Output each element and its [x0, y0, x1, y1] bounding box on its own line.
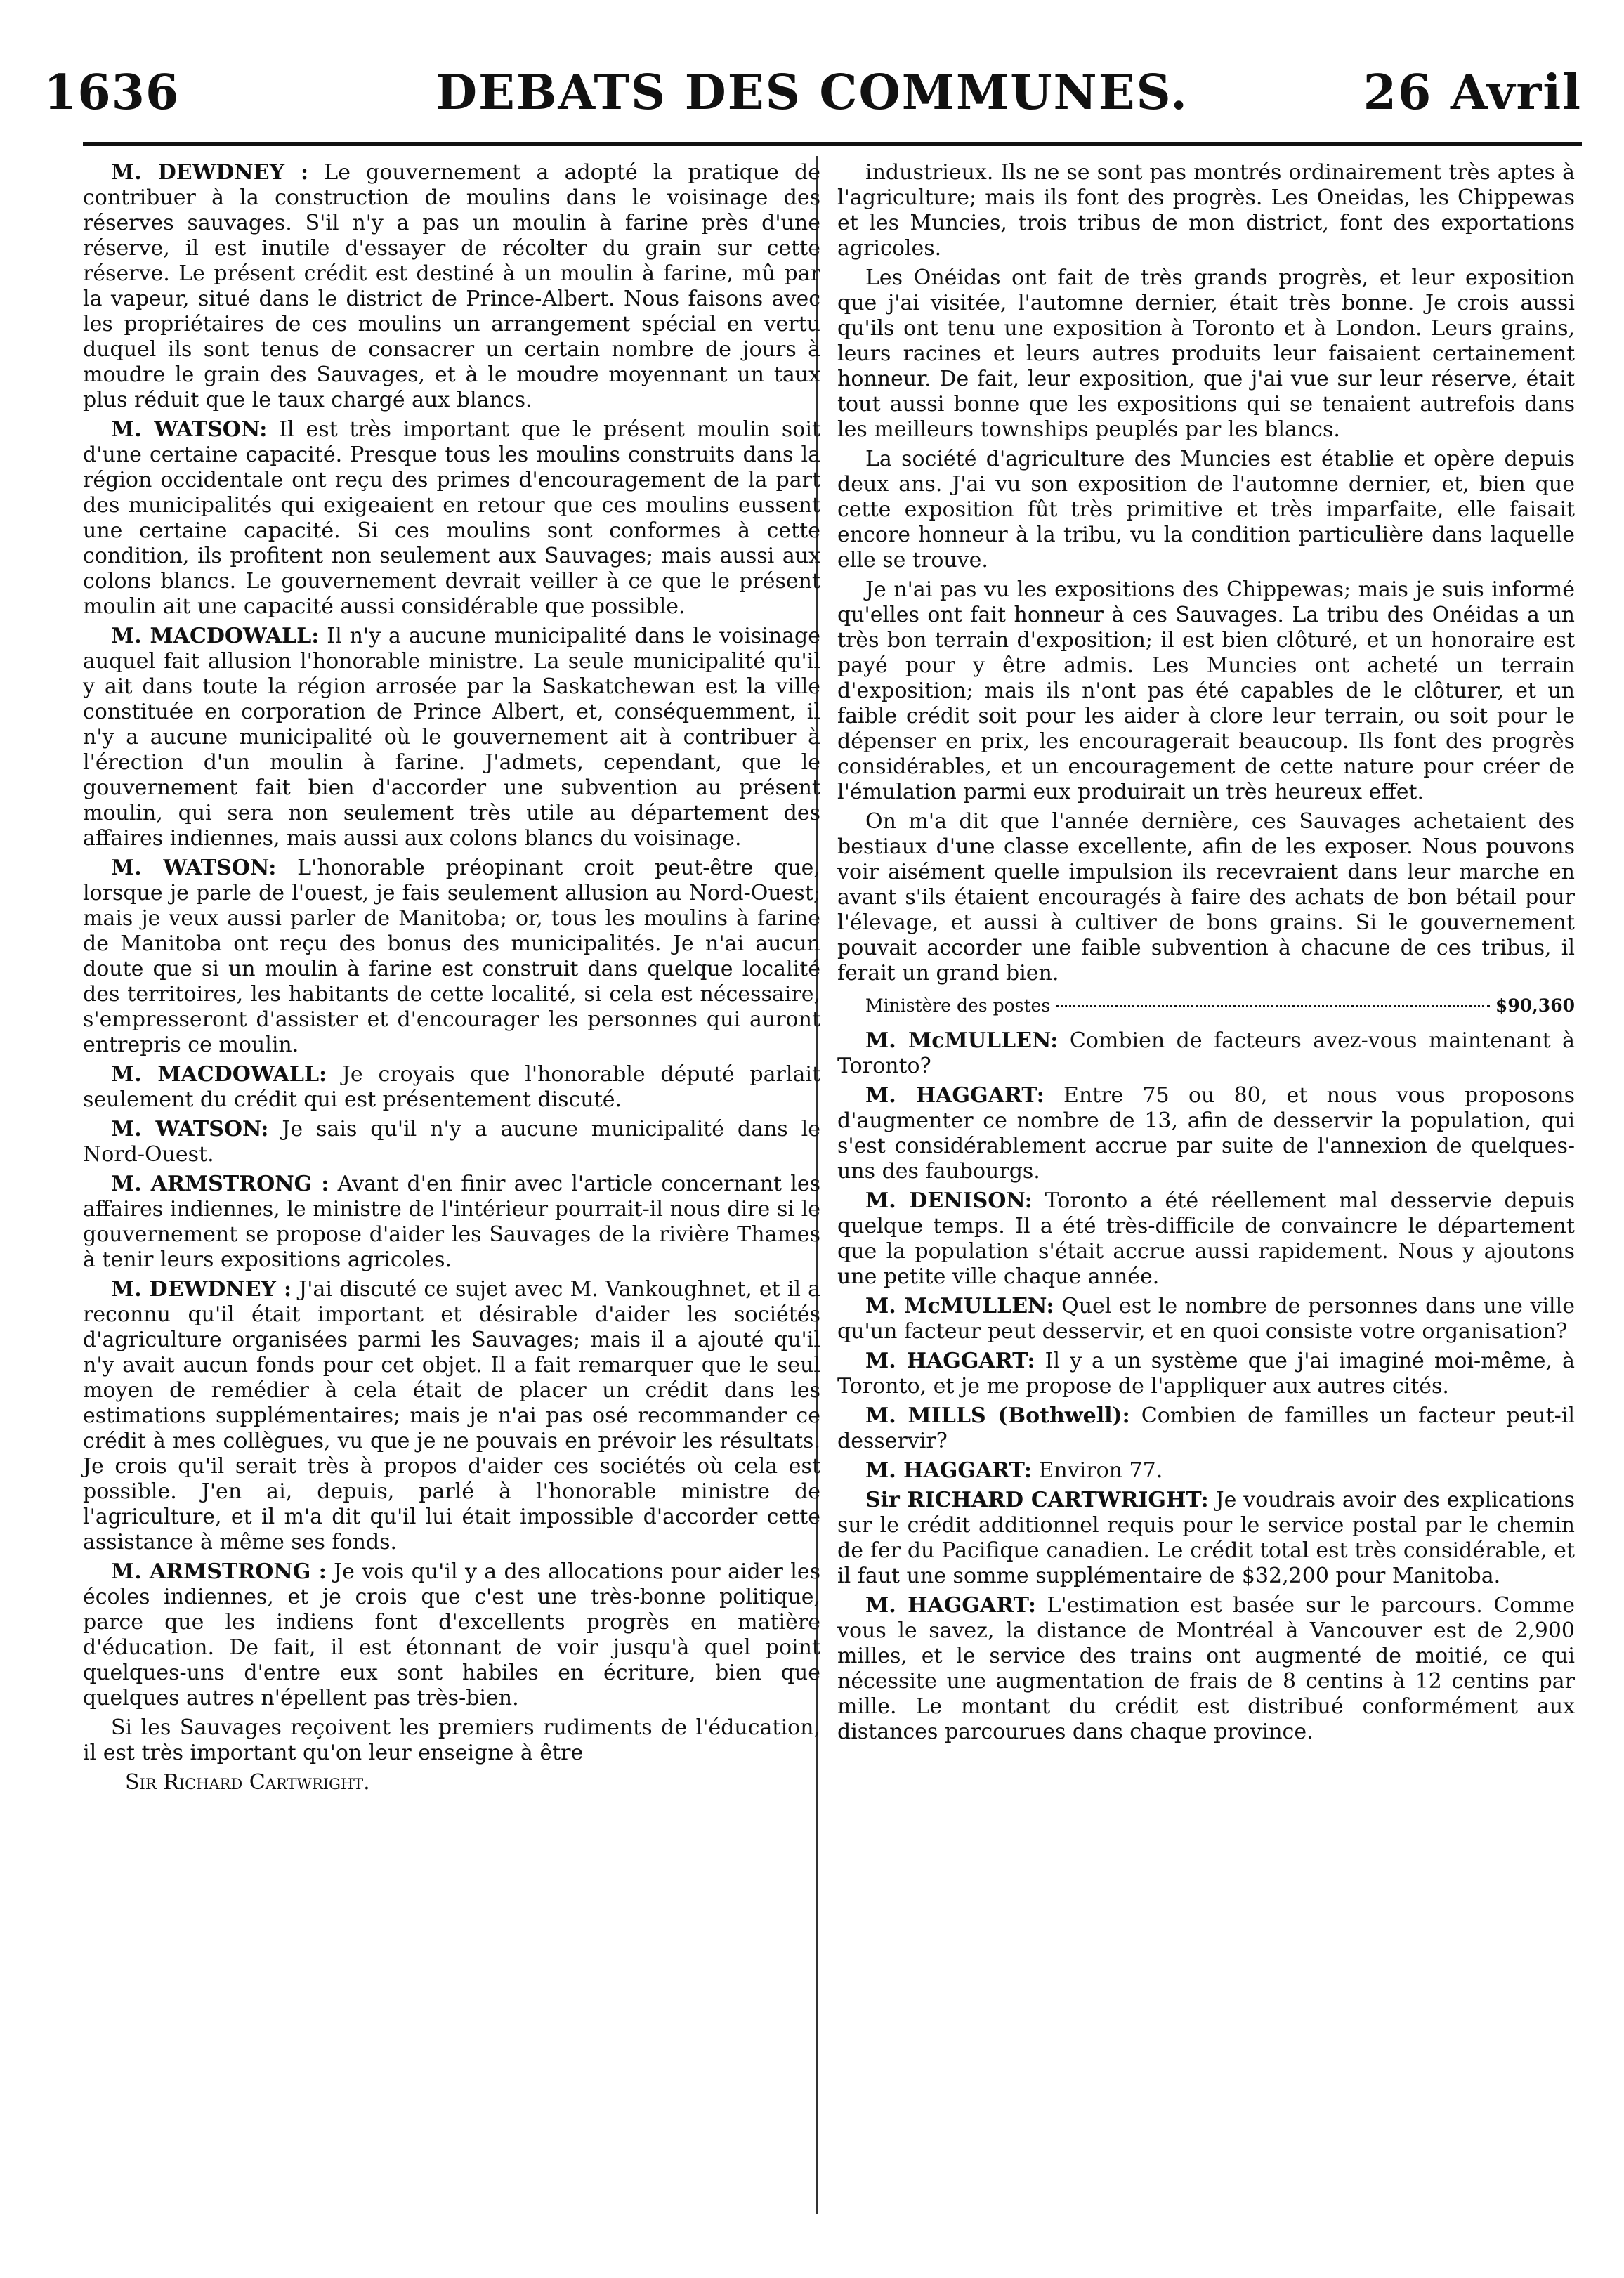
page-date: 26 Avril [1363, 65, 1582, 121]
speech-paragraph [83, 1117, 820, 1167]
speech-text: On m'a dit que l'année dernière, ces Sauvages achetaient des bestiaux d'une classe excellente, afin de les exposer. Nous pouvons voir aisément quelle impulsion ils recevraient dans leur marche en avant s'ils étaient encouragés à faire des achats de bon bétail pour l'élevage, et aussi à cultiver de bons grains. Si le gouvernement pouvait accorder une faible subvention à chacune de ces tribus, il ferait un grand bien. [837, 809, 1575, 986]
speaker-name: M. HAGGART: [865, 1083, 1045, 1108]
speech-text: La société d'agriculture des Muncies est établie et opère depuis deux ans. J'ai vu son exposition de l'automne dernier, et, bien que cette exposition fût très primitive et très imparfaite, elle faisait encore honneur à la tribu, vu la condition particulière dans laquelle elle se trouve. [837, 447, 1575, 572]
speech-text: Toronto a été réellement mal desservie depuis quelque temps. Il a été très-difficile de convaincre le département que la population s'était accrue aussi rapidement. Nous y ajoutons une petite ville chaque année. [837, 1189, 1575, 1289]
page-title: DEBATS DES COMMUNES. [436, 65, 1188, 121]
speech-paragraph [83, 1715, 820, 1766]
speech-text: industrieux. Ils ne se sont pas montrés ordinairement très aptes à l'agriculture; mais ils font des progrès. Les Oneidas, les Chippewas et les Muncies, trois tribus de mon district, font des exportations agricoles. [837, 160, 1575, 261]
speech-text: L'estimation est basée sur le parcours. Comme vous le savez, la distance de Montréal à Vancouver est de 2,900 milles, et le service des trains ont augmenté de moitié, ce qui nécessite une augmentation de frais de 8 centins à 12 centins par mille. Le montant du crédit est distribué conformément aux distances parcourues dans chaque province. [837, 1593, 1576, 1744]
speech-paragraph [837, 1189, 1575, 1290]
speaker-name: M. WATSON: [111, 856, 277, 880]
speech-paragraph [837, 1403, 1575, 1454]
speech-text: L'honorable préopinant croit peut-être que, lorsque je parle de l'ouest, je fais seulement allusion au Nord-Ouest; mais je veux aussi parler de Manitoba; or, tous les moulins à farine de Manitoba ont reçu des bonus des municipalités. Je n'ai aucun doute que si un moulin à farine est construit dans quelque localité des territoires, les habitants de cette localité, si cela est nécessaire, s'empresseront d'assister et d'encourager les personnes qui auront entrepris ce moulin. [83, 856, 820, 1057]
speech-paragraph [83, 1277, 820, 1555]
speaker-name: M. HAGGART: [865, 1593, 1036, 1618]
estimate-label: Ministère des postes [865, 995, 1051, 1016]
speaker-name: M. WATSON: [111, 1117, 269, 1141]
speaker-name: M. DEWDNEY : [111, 160, 309, 185]
speech-paragraph [837, 1028, 1575, 1079]
speech-paragraph [83, 160, 820, 413]
speaker-name: Sir RICHARD CARTWRIGHT: [865, 1488, 1209, 1512]
speech-paragraph [83, 1172, 820, 1273]
speech-paragraph [83, 624, 820, 851]
speaker-name: M. HAGGART: [865, 1458, 1032, 1483]
speech-text: Environ 77. [1038, 1458, 1163, 1483]
speaker-name: M. McMULLEN: [865, 1294, 1054, 1318]
page-number: 1636 [44, 65, 180, 121]
speech-paragraph [83, 1559, 820, 1711]
speaker-name: M. McMULLEN: [865, 1028, 1059, 1053]
speech-text: Quel est le nombre de personnes dans une ville qu'un facteur peut desservir, et en quoi consiste votre organisation? [837, 1294, 1576, 1344]
signature-line: Sir Richard Cartwright. [125, 1770, 370, 1795]
header-rule [83, 142, 1582, 146]
speech-text: Il est très important que le présent moulin soit d'une certaine capacité. Presque tous les moulins construits dans la région occidentale ont reçu des primes d'encouragement de la part des municipalités qui exigeaient en retour que ces moulins eussent une certaine capacité. Si ces moulins sont conformes à cette condition, ils profitent non seulement aux Sauvages; mais aussi aux colons blancs. Le gouvernement devrait veiller à ce que le présent moulin ait une capacité aussi considérable que possible. [83, 417, 820, 619]
speech-text: Je croyais que l'honorable député parlait seulement du crédit qui est présentement discuté. [83, 1062, 820, 1112]
speech-text: Combien de familles un facteur peut-il desservir? [837, 1403, 1575, 1453]
speaker-name: M. WATSON: [111, 417, 268, 442]
speech-paragraph [837, 266, 1575, 443]
speaker-name: M. HAGGART: [865, 1349, 1035, 1373]
left-column [83, 160, 820, 1795]
speech-paragraph [83, 417, 820, 620]
speaker-name: M. MACDOWALL: [111, 624, 320, 648]
speaker-name: M. DEWDNEY : [111, 1277, 292, 1302]
speech-paragraph [837, 1083, 1575, 1184]
speech-paragraph [837, 1294, 1575, 1344]
speech-paragraph [837, 1488, 1575, 1589]
speech-text: Le gouvernement a adopté la pratique de contribuer à la construction de moulins dans le voisinage des réserves sauvages. S'il n'y a pas un moulin à farine près d'une réserve, il est inutile d'essayer de récolter du grain sur cette réserve. Le présent crédit est destiné à un moulin à farine, mû par la vapeur, situé dans le district de Prince-Albert. Nous faisons avec les propriétaires de ces moulins un arrangement spécial en vertu duquel ils sont tenus de consacrer un certain nombre de jours à moudre le grain des Sauvages, et à le moudre moyennant un taux plus réduit que le taux chargé aux blancs. [83, 160, 820, 412]
leader-dots [1056, 1005, 1490, 1007]
speech-text: Avant d'en finir avec l'article concernant les affaires indiennes, le ministre de l'intérieur pourrait-il nous dire si le gouvernement se propose d'aider les Sauvages de la rivière Thames à tenir leurs expositions agricoles. [83, 1172, 820, 1272]
speaker-name: M. DENISON: [865, 1189, 1033, 1213]
speech-text: Les Onéidas ont fait de très grands progrès, et leur exposition que j'ai visitée, l'automne dernier, était très bonne. Je crois aussi qu'ils ont tenu une exposition à Toronto et à London. Leurs grains, leurs racines et leurs autres produits leur faisaient certainement honneur. De fait, leur exposition, que j'ai vue sur leur réserve, était tout aussi bonne que les expositions qui se tenaient autrefois dans les meilleurs townships peuplés par les blancs. [837, 266, 1575, 442]
speech-text: Je sais qu'il n'y a aucune municipalité dans le Nord-Ouest. [83, 1117, 820, 1167]
right-column [837, 160, 1575, 1749]
speech-paragraph [837, 1593, 1575, 1745]
estimate-line [865, 992, 1575, 1020]
speech-paragraph [837, 1458, 1575, 1484]
speech-paragraph [83, 1062, 820, 1113]
speech-text: J'ai discuté ce sujet avec M. Vankoughnet, et il a reconnu qu'il était important et désirable d'aider les sociétés d'agriculture organisées parmi les Sauvages; mais il a ajouté qu'il n'y avait aucun fonds pour cet objet. Il a fait remarquer que le seul moyen de remédier à cela était de placer un crédit dans les estimations supplémentaires; mais je n'ai pas osé recommander ce crédit à mes collègues, vu que je ne pouvais en prévoir les résultats. Je crois qu'il serait très à propos d'aider ces sociétés où cela est possible. J'en ai, depuis, parlé à l'honorable ministre de l'agriculture, et il m'a dit qu'il lui était impossible d'accorder cette assistance à même ses fonds. [83, 1277, 820, 1554]
speech-paragraph [837, 809, 1575, 986]
speaker-name: M. ARMSTRONG : [111, 1559, 327, 1584]
speech-paragraph [83, 856, 820, 1058]
speech-text: Je vois qu'il y a des allocations pour aider les écoles indiennes, et je crois que c'est une très-bonne politique, parce que les indiens font d'excellents progrès en matière d'éducation. De fait, il est étonnant de voir jusqu'à quel point quelques-uns d'entre eux sont habiles en écriture, bien que quelques autres n'épellent pas très-bien. [83, 1559, 820, 1710]
speech-paragraph [837, 447, 1575, 573]
speaker-name: M. MACDOWALL: [111, 1062, 327, 1087]
speech-paragraph [837, 160, 1575, 261]
estimate-amount: $90,360 [1495, 995, 1575, 1016]
speech-text: Combien de facteurs avez-vous maintenant à Toronto? [837, 1028, 1575, 1078]
speech-paragraph [837, 1349, 1575, 1399]
speech-paragraph [837, 577, 1575, 805]
speech-text: Je n'ai pas vu les expositions des Chippewas; mais je suis informé qu'elles ont fait honneur à ces Sauvages. La tribu des Onéidas a un très bon terrain d'exposition; il est bien clôturé, et un honoraire est payé pour y être admis. Les Muncies ont acheté un terrain d'exposition; mais ils n'ont pas été capables de le clôturer, et un faible crédit soit pour les aider à clore leur terrain, ou soit pour le dépenser en prix, les encouragerait beaucoup. Ils font des progrès considérables, et un encouragement de cette nature pour créer de l'émulation parmi eux produirait un très heureux effet. [837, 577, 1575, 804]
speech-text: Entre 75 ou 80, et nous vous proposons d'augmenter ce nombre de 13, afin de desservir la population, qui s'est considérablement accrue par suite de l'annexion de quelques-uns des faubourgs. [837, 1083, 1575, 1184]
speaker-name: M. MILLS (Bothwell): [865, 1403, 1130, 1428]
speech-text: Il y a un système que j'ai imaginé moi-même, à Toronto, et je me propose de l'appliquer aux autres cités. [837, 1349, 1576, 1399]
speech-text: Si les Sauvages reçoivent les premiers rudiments de l'éducation, il est très important qu'on leur enseigne à être [83, 1715, 820, 1765]
speech-text: Il n'y a aucune municipalité dans le voisinage auquel fait allusion l'honorable ministre. La seule municipalité qu'il y ait dans toute la région arrosée par la Saskatchewan est la ville constituée en corporation de Prince Albert, et, conséquemment, il n'y a aucune municipalité où le gouvernement ait à contribuer à l'érection d'un moulin à farine. J'admets, cependant, que le gouvernement fait bien d'accorder une subvention au présent moulin, qui sera non seulement très utile au département des affaires indiennes, mais aussi aux colons blancs du voisinage. [83, 624, 820, 851]
speech-text: Je voudrais avoir des explications sur le crédit additionnel requis pour le service postal par le chemin de fer du Pacifique canadien. Le crédit total est très considérable, et il faut une somme supplémentaire de $32,200 pour Manitoba. [837, 1488, 1575, 1588]
speaker-name: M. ARMSTRONG : [111, 1172, 329, 1196]
